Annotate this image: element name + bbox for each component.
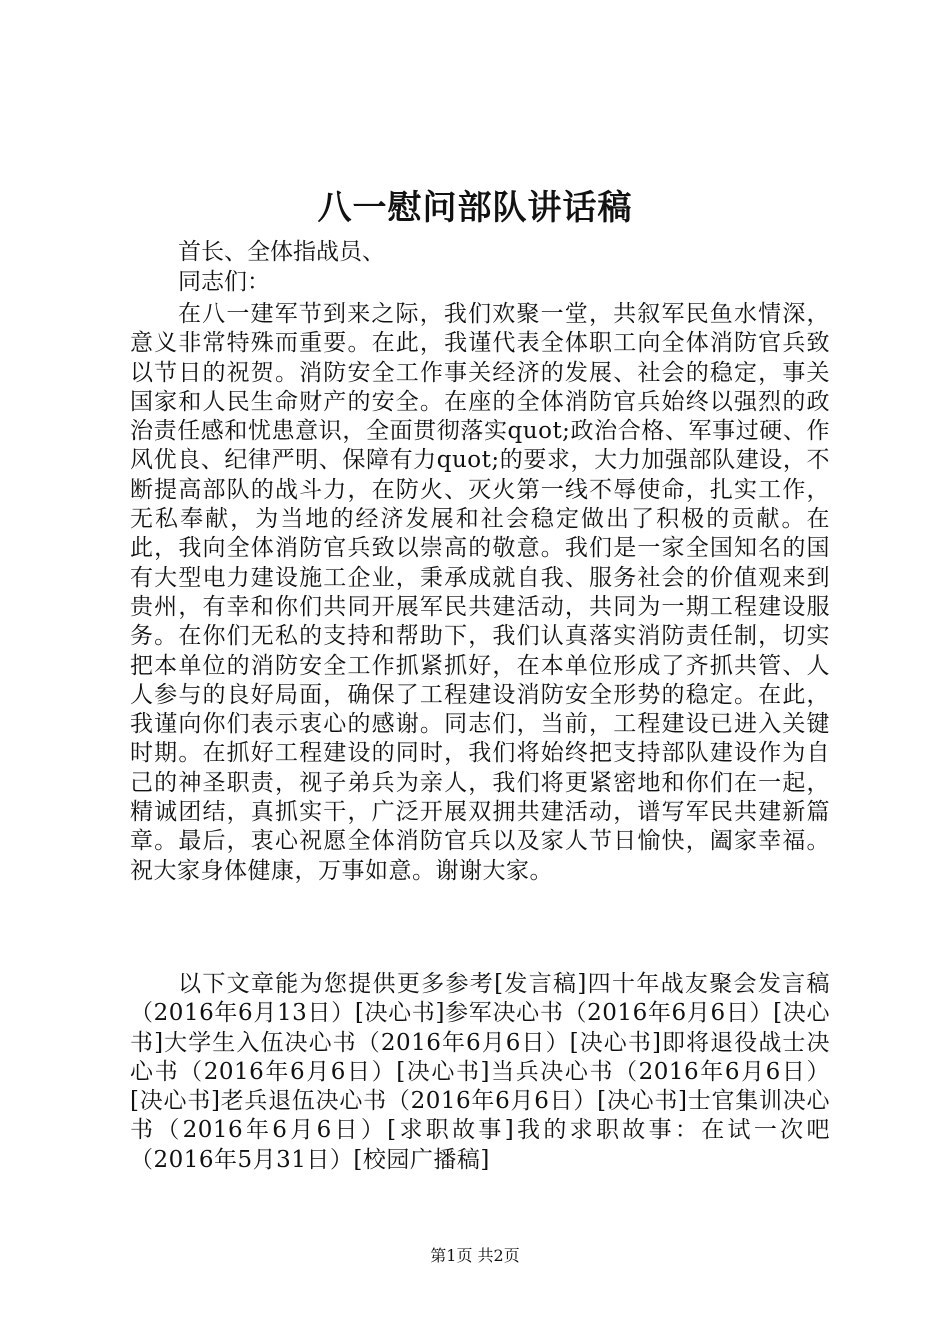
salutation-line-2: 同志们： — [178, 269, 270, 295]
document-title: 八一慰问部队讲话稿 — [317, 188, 633, 228]
body-paragraph-1: 在八一建军节到来之际，我们欢聚一堂，共叙军民鱼水情深，意义非常特殊而重要。在此，我谨代表全体职工向全体消防官兵致以节日的祝贺。消防安全工作事关经济的发展、社会的稳定，事关国家和人民生命财产的安全。在座的全体消防官兵始终以强烈的政治责任感和忧患意识，全面贯彻落实quot;政治合格、军事过硬、作风优良、纪律严明、保障有力quot;的要求，大力加强部队建设，不断提高部队的战斗力，在防火、灭火第一线不辱使命，扎实工作，无私奉献，为当地的经济发展和社会稳定做出了积极的贡献。在此，我向全体消防官兵致以崇高的敬意。我们是一家全国知名的国有大型电力建设施工企业，秉承成就自我、服务社会的价值观来到贵州，有幸和你们共同开展军民共建活动，共同为一期工程建设服务。在你们无私的支持和帮助下，我们认真落实消防责任制，切实把本单位的消防安全工作抓紧抓好，在本单位形成了齐抓共管、人人参与的良好局面，确保了工程建设消防安全形势的稳定。在此，我谨向你们表示衷心的感谢。同志们，当前，工程建设已进入关键时期。在抓好工程建设的同时，我们将始终把支持部队建设作为自己的神圣职责，视子弟兵为亲人，我们将更紧密地和你们在一起，精诚团结，真抓实干，广泛开展双拥共建活动，谱写军民共建新篇章。最后，衷心祝愿全体消防官兵以及家人节日愉快，阖家幸福。祝大家身体健康，万事如意。谢谢大家。 — [130, 301, 830, 884]
body-paragraph-2: 以下文章能为您提供更多参考[发言稿]四十年战友聚会发言稿（2016年6月13日）[决心书]参军决心书（2016年6月6日）[决心书]大学生入伍决心书（2016年6月6日）[决心书]即将退役战士决心书（2016年6月6日）[决心书]当兵决心书（2016年6月6日）[决心书]老兵退伍决心书（2016年6月6日）[决心书]士官集训决心书（2016年6月6日）[求职故事]我的求职故事：在试一次吧（2016年5月31日）[校园广播稿] — [130, 971, 830, 1173]
page-footer: 第1页 共2页 — [430, 1246, 520, 1265]
salutation-line-1: 首长、全体指战员、 — [178, 239, 385, 265]
